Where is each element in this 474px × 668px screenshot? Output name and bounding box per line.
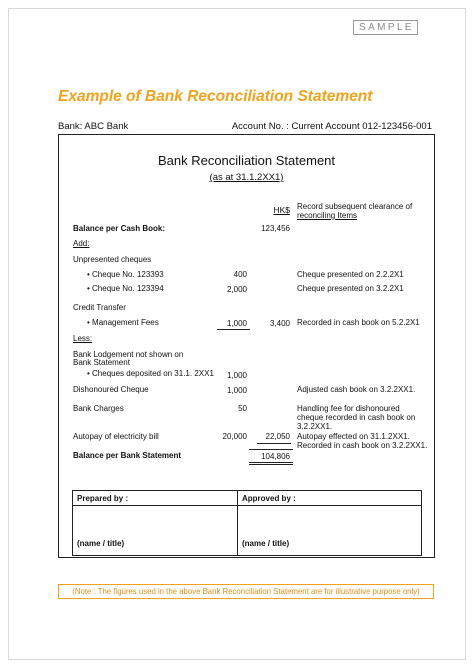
signature-divider <box>237 491 238 555</box>
signature-table <box>72 490 422 556</box>
illustrative-note: (Note : The figures used in the above Bank Reconciliation Statement are for illustrative purpose only) <box>58 584 434 599</box>
mgmt-fees-underline <box>217 329 250 330</box>
balance-bank-label: Balance per Bank Statement <box>73 451 182 460</box>
lodgement-label-line1: Bank Lodgement not shown on <box>73 350 184 359</box>
balance-bank-double-underline <box>249 462 293 465</box>
remark-header-line1: Record subsequent clearance of <box>297 202 413 211</box>
credit-transfer-label: Credit Transfer <box>73 303 126 312</box>
cheque1-remark: Cheque presented on 2.2.2X1 <box>297 270 404 279</box>
autopay-remark-line2: Recorded in cash book on 3.2.2XX1. <box>297 441 428 450</box>
cheque2-label: • Cheque No. 123394 <box>87 284 164 293</box>
prepared-name-title: (name / title) <box>77 539 125 548</box>
autopay-total: 22,050 <box>265 432 290 441</box>
account-number: Account No. : Current Account 012-123456-001 <box>231 121 432 132</box>
less-label: Less: <box>73 334 93 343</box>
balance-bank-topline <box>249 449 293 450</box>
approved-name-title: (name / title) <box>242 539 290 548</box>
add-label: Add: <box>73 239 90 248</box>
balance-bank-amount: 104,806 <box>261 452 290 461</box>
cheque2-remark: Cheque presented on 3.2.2X1 <box>297 284 404 293</box>
statement-subtitle: (as at 31.1.2XX1) <box>209 172 284 183</box>
mgmt-fees-label: • Management Fees <box>87 318 159 327</box>
dishonoured-label: Dishonoured Cheque <box>73 385 149 394</box>
prepared-by-label: Prepared by : <box>77 494 129 503</box>
bank-charges-remark-line3: 3.2.2XX1. <box>297 422 333 431</box>
bank-charges-label: Bank Charges <box>73 404 124 413</box>
autopay-underline <box>257 443 291 444</box>
approved-by-label: Approved by : <box>242 494 296 503</box>
currency-header: HK$ <box>273 205 290 215</box>
cheque1-amount: 400 <box>233 270 247 279</box>
statement-box <box>58 134 435 558</box>
cheque1-label: • Cheque No. 123393 <box>87 270 164 279</box>
autopay-remark-line1: Autopay effected on 31.1.2XX1. <box>297 432 410 441</box>
autopay-label: Autopay of electricity bill <box>73 432 159 441</box>
bank-charges-amount: 50 <box>238 404 247 413</box>
bank-charges-remark-line1: Handling fee for dishonoured <box>297 404 400 413</box>
mgmt-fees-remark: Recorded in cash book on 5.2.2X1 <box>297 318 420 327</box>
balance-cash-book-amount: 123,456 <box>261 224 290 233</box>
sample-stamp: SAMPLE <box>353 20 418 35</box>
remark-header-line2: reconciling Items <box>297 211 358 220</box>
dishonoured-amount: 1,000 <box>226 386 247 395</box>
cheques-deposited-amount: 1,000 <box>226 371 247 380</box>
dishonoured-remark: Adjusted cash book on 3.2.2XX1. <box>297 385 416 394</box>
statement-title: Bank Reconciliation Statement <box>157 153 336 168</box>
cheque2-amount: 2,000 <box>226 285 247 294</box>
mgmt-fees-amount: 1,000 <box>226 319 247 328</box>
lodgement-label-line2: Bank Statement <box>73 358 130 367</box>
autopay-amount: 20,000 <box>222 432 247 441</box>
bank-charges-remark-line2: cheque recorded in cash book on <box>297 413 416 422</box>
bank-name: Bank: ABC Bank <box>58 121 129 132</box>
unpresented-label: Unpresented cheques <box>73 255 152 264</box>
balance-cash-book-label: Balance per Cash Book: <box>73 224 166 233</box>
page-heading: Example of Bank Reconciliation Statement <box>58 88 373 105</box>
mgmt-fees-total: 3,400 <box>269 319 290 328</box>
cheques-deposited-label: • Cheques deposited on 31.1. 2XX1 <box>87 369 214 378</box>
